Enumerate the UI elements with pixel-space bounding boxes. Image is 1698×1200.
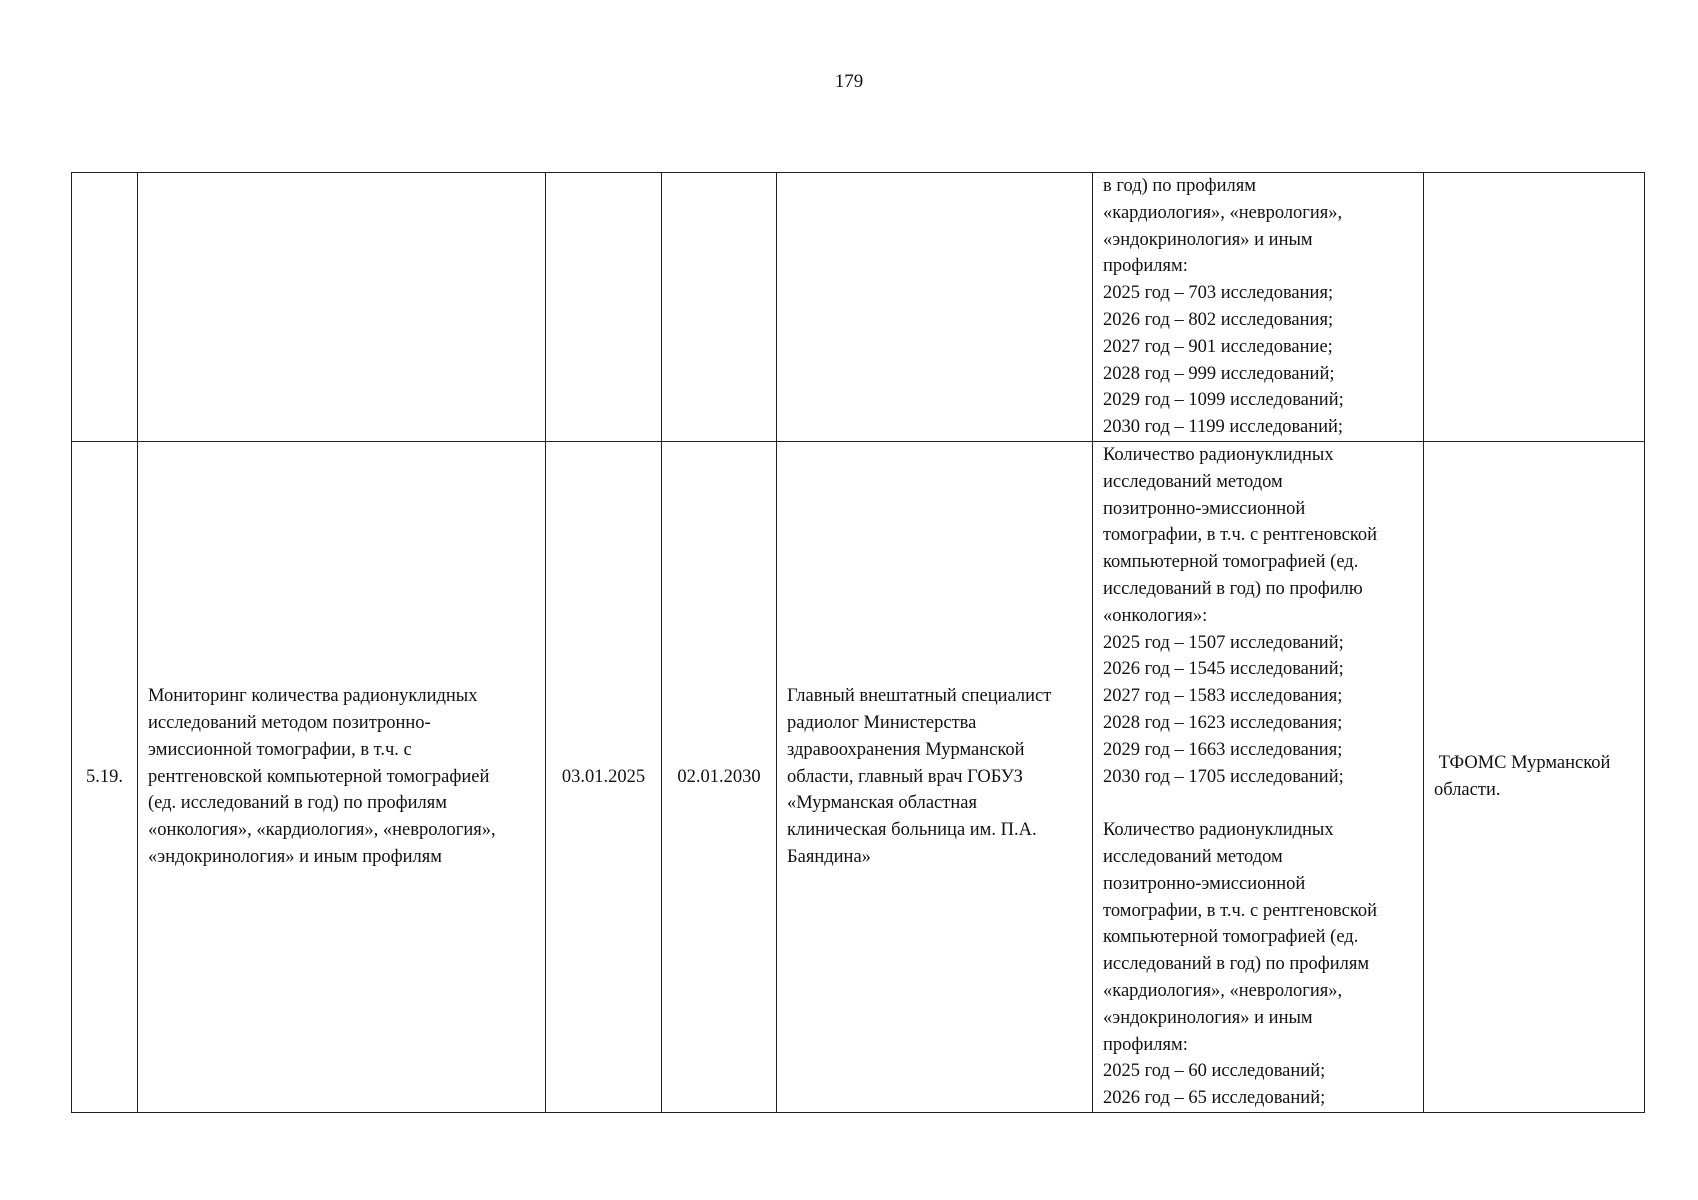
cell-executor (777, 173, 1093, 442)
indicator-line: 2026 год – 802 исследования; (1103, 309, 1334, 330)
indicator-line: 2029 год – 1663 исследования; (1103, 739, 1343, 760)
indicator-line: 2026 год – 1545 исследований; (1103, 659, 1344, 680)
executor-line: радиолог Министерства (787, 712, 977, 733)
executor-line: Баяндина» (787, 846, 871, 867)
indicator-line: исследований методом (1103, 846, 1283, 867)
cell-indicators (1093, 173, 1424, 442)
cell-end-date (662, 173, 777, 442)
executor-line: области, главный врач ГОБУЗ (787, 766, 1023, 787)
blank-line (1103, 790, 1413, 817)
indicator-line: профилям: (1103, 256, 1188, 277)
page-number: 179 (834, 71, 864, 92)
indicator-line: позитронно-эмиссионной (1103, 498, 1306, 519)
indicator-line: «кардиология», «неврология», (1103, 202, 1343, 223)
indicator-line: 2028 год – 1623 исследования; (1103, 712, 1343, 733)
indicator-line: 2028 год – 999 исследований; (1103, 363, 1335, 384)
cell-activity (138, 441, 546, 1112)
activity-line: рентгеновской компьютерной томографией (148, 766, 490, 787)
cell-end-date: 02.01.2030 (662, 441, 777, 1112)
indicator-line: «онкология»: (1103, 605, 1208, 626)
indicator-line: исследований в год) по профилю (1103, 578, 1363, 599)
cell-number (72, 173, 138, 442)
cell-start-date: 03.01.2025 (546, 441, 662, 1112)
indicator-line: 2025 год – 60 исследований; (1103, 1061, 1326, 1082)
activity-line: «онкология», «кардиология», «неврология», (148, 820, 496, 841)
indicator-line: компьютерной томографией (ед. (1103, 552, 1359, 573)
cell-activity (138, 173, 546, 442)
indicator-line: «эндокринология» и иным (1103, 1007, 1313, 1028)
activity-line: исследований методом позитронно- (148, 712, 431, 733)
indicator-line: «эндокринология» и иным (1103, 229, 1313, 250)
activity-line: «эндокринология» и иным профилям (148, 846, 442, 867)
indicator-line: «кардиология», «неврология», (1103, 980, 1343, 1001)
executor-line: Главный внештатный специалист (787, 686, 1052, 707)
executor-line: «Мурманская областная (787, 793, 977, 814)
activity-table (71, 172, 1645, 1113)
activity-line: Мониторинг количества радионуклидных (148, 686, 478, 707)
cell-executor (777, 441, 1093, 1112)
indicator-line: 2027 год – 901 исследование; (1103, 336, 1333, 357)
indicator-line: 2025 год – 703 исследования; (1103, 283, 1334, 304)
cell-number: 5.19. (72, 441, 138, 1112)
cell-responsible (1424, 173, 1645, 442)
indicator-line: 2027 год – 1583 исследования; (1103, 686, 1343, 707)
responsible-line: ТФОМС Мурманской (1434, 753, 1611, 774)
cell-start-date (546, 173, 662, 442)
table-row-5-19 (72, 441, 1645, 1112)
indicator-line: исследований методом (1103, 471, 1283, 492)
indicator-line: 2025 год – 1507 исследований; (1103, 632, 1344, 653)
responsible-line: области. (1434, 779, 1501, 800)
indicator-line: позитронно-эмиссионной (1103, 873, 1306, 894)
activity-line: эмиссионной томографии, в т.ч. с (148, 739, 412, 760)
indicator-line: Количество радионуклидных (1103, 820, 1334, 841)
indicator-line: в год) по профилям (1103, 176, 1256, 196)
indicator-line: 2026 год – 65 исследований; (1103, 1088, 1326, 1109)
indicator-line: Количество радионуклидных (1103, 444, 1334, 465)
indicator-line: томографии, в т.ч. с рентгеновской (1103, 525, 1378, 546)
indicator-line: 2030 год – 1705 исследований; (1103, 766, 1344, 787)
executor-line: клиническая больница им. П.А. (787, 820, 1037, 841)
indicator-line: профилям: (1103, 1034, 1188, 1055)
indicator-line: томографии, в т.ч. с рентгеновской (1103, 900, 1378, 921)
cell-indicators (1093, 441, 1424, 1112)
indicator-line: 2030 год – 1199 исследований; (1103, 417, 1344, 438)
activity-line: (ед. исследований в год) по профилям (148, 793, 447, 814)
cell-responsible (1424, 441, 1645, 1112)
indicator-line: 2029 год – 1099 исследований; (1103, 390, 1344, 411)
table-row-continuation (72, 173, 1645, 442)
executor-line: здравоохранения Мурманской (787, 739, 1025, 760)
indicator-line: компьютерной томографией (ед. (1103, 927, 1359, 948)
indicator-line: исследований в год) по профилям (1103, 954, 1370, 975)
